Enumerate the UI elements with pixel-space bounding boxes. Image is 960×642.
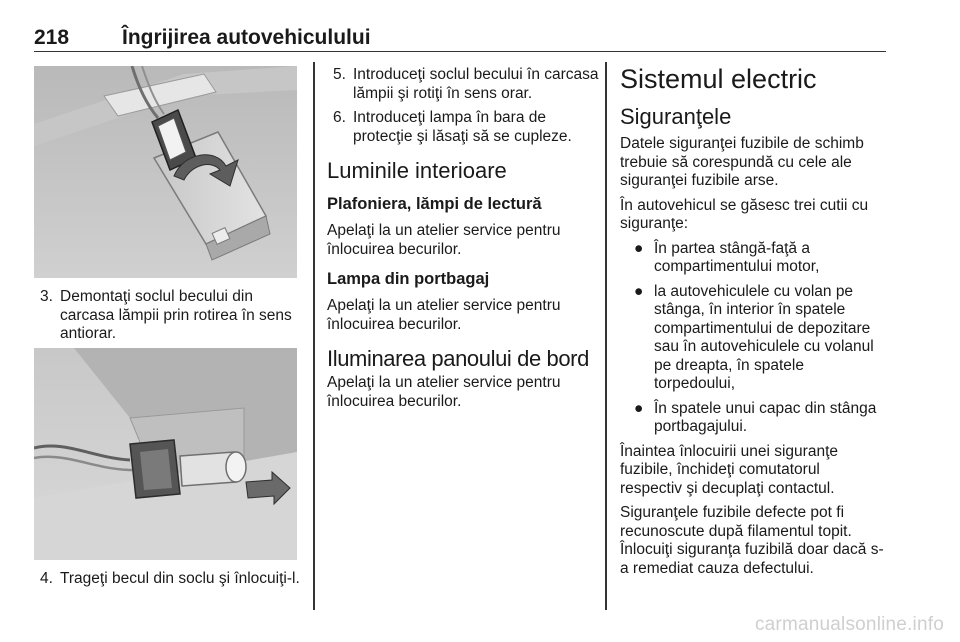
fuses-paragraph-3: Înaintea înlocuirii unei siguranţe fuzibile, închideţi comutatorul respectiv şi decuplaţi contactul. bbox=[620, 442, 838, 497]
fuse-box-list bbox=[620, 240, 886, 437]
fuses-paragraph-4: Siguranţele fuzibile defecte pot fi recunoscute după filamentul topit. Înlocuiţi siguranţa fuzibilă doar dacă s-a remediat cauza defectului. bbox=[620, 504, 884, 577]
fuses-heading: Siguranţele bbox=[620, 104, 732, 129]
list-item: ● În spatele unui capac din stânga portbagajului. bbox=[634, 399, 877, 435]
panel-lighting-text: Apelaţi la un atelier service pentru înlocuirea becurilor. bbox=[327, 374, 561, 410]
step-text: Introduceţi soclul becului în carcasa lămpii şi rotiţi în sens orar. bbox=[353, 66, 599, 102]
running-title: Îngrijirea autovehiculului bbox=[122, 26, 371, 49]
step-text: Trageţi becul din soclu şi înlocuiţi-l. bbox=[60, 570, 300, 587]
page-number: 218 bbox=[34, 26, 70, 49]
right-column bbox=[620, 64, 886, 584]
step-number: 4. bbox=[40, 570, 53, 587]
column-divider-left bbox=[313, 62, 315, 610]
step-6 bbox=[327, 109, 599, 146]
plafoniera-heading: Plafoniera, lămpi de lectură bbox=[327, 195, 542, 213]
bullet-icon: ● bbox=[634, 282, 644, 300]
step-text: Demontaţi soclul becului din carcasa lămpii prin rotirea în sens antiorar. bbox=[60, 288, 292, 342]
portbagaj-text: Apelaţi la un atelier service pentru înlocuirea becurilor. bbox=[327, 297, 561, 333]
figure-bulb-pull bbox=[34, 348, 297, 560]
list-item: ● În partea stângă-faţă a compartimentului motor, bbox=[634, 239, 820, 275]
step-3 bbox=[34, 288, 302, 350]
interior-lights-heading: Luminile interioare bbox=[327, 158, 507, 183]
column-divider-right bbox=[605, 62, 607, 610]
page-header bbox=[34, 22, 886, 52]
portbagaj-heading: Lampa din portbagaj bbox=[327, 270, 490, 288]
bullet-icon: ● bbox=[634, 399, 644, 417]
step-number: 3. bbox=[40, 288, 53, 305]
section-heading: Sistemul electric bbox=[620, 64, 817, 94]
step-number: 6. bbox=[333, 109, 346, 126]
step-text: Introduceţi lampa în bara de protecţie şi lăsaţi să se cupleze. bbox=[353, 109, 572, 145]
figure-lamp-socket-removal bbox=[34, 66, 297, 278]
step-4 bbox=[34, 570, 302, 595]
fuses-paragraph-2: În autovehicul se găsesc trei cutii cu siguranţe: bbox=[620, 196, 869, 232]
panel-lighting-heading: Iluminarea panoului de bord bbox=[327, 346, 589, 371]
middle-column bbox=[327, 66, 599, 417]
list-item: ● la autovehiculele cu volan pe stânga, în interior în spatele compartimentului de depozitare sau în autovehiculele cu volanul pe dreapta, în spatele torpedoului, bbox=[634, 282, 874, 392]
fuses-paragraph-1: Datele siguranţei fuzibile de schimb trebuie să corespundă cu cele ale siguranţei fuzibile arse. bbox=[620, 135, 864, 189]
bullet-icon: ● bbox=[634, 239, 644, 257]
plafoniera-text: Apelaţi la un atelier service pentru înlocuirea becurilor. bbox=[327, 222, 561, 258]
step-5 bbox=[327, 66, 599, 103]
watermark: carmanualsonline.info bbox=[754, 614, 944, 635]
step-number: 5. bbox=[333, 66, 346, 83]
